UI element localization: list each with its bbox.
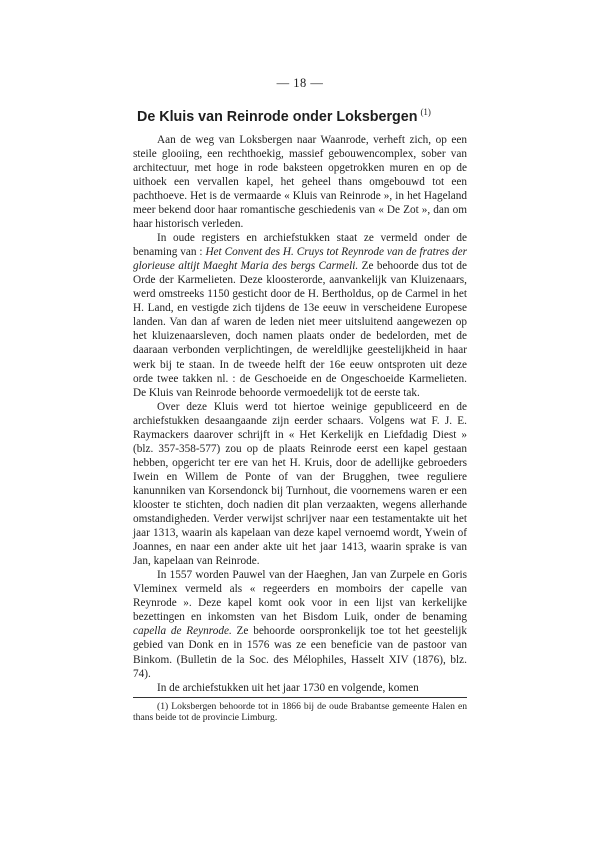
- paragraph-2-rest: Ze behoorde dus tot de Orde der Karmelieten. Deze kloosterorde, aanvankelijk van Kluizenaars, werd omstreeks 1150 gesticht door de H. Bertholdus, op de Carmel in het H. Land, en vestigde zich tijdens de 13e eeuw in verscheidene Europese landen. Van dan af waren de leden niet meer uitsluitend aangewezen op het kluizenaarsleven, doch namen plaats onder de bedelorden, met de daaraan verbonden verplichtingen, de wereldlijke geestelijkheid in haar werk bij te staan. In de tweede helft der 16e eeuw ontsproten uit deze orde twee takken nl. : de Geschoeide en de Ongeschoeide Karmelieten. De Kluis van Reinrode behoorde vermoedelijk tot de eerste tak.: [133, 260, 467, 399]
- page-number: — 18 —: [276, 76, 324, 90]
- article-body: [133, 133, 467, 695]
- page-title: [137, 107, 467, 125]
- paragraph-4-italic-name: capella de Reynrode.: [133, 625, 232, 638]
- paragraph-2-italic-name: Het Convent des H. Cruys tot Reynrode van de fratres der glorieuse altijt Maeght Maria des bergs Carmeli.: [133, 246, 467, 273]
- paragraph-3: [133, 400, 467, 569]
- paragraph-1: [133, 133, 467, 231]
- footnote-divider: [133, 697, 467, 698]
- title-text: De Kluis van Reinrode onder Loksbergen: [137, 108, 418, 125]
- paragraph-5-text: In de archiefstukken uit het jaar 1730 en volgende, komen: [157, 681, 419, 694]
- paragraph-1-text: Aan de weg van Loksbergen naar Waanrode, verheft zich, op een steile glooiing, een rechthoekig, massief gebouwencomplex, sober van architectuur, met hoge in rode baksteen opgetrokken muren en op de uithoek een vervallen kapel, het geheel thans omgebouwd tot een pachthoeve. Het is de vermaarde « Kluis van Reinrode », in het Hageland meer bekend door haar romantische geschiedenis van « De Zot », dan om haar historisch verleden.: [133, 133, 467, 231]
- paragraph-2: [133, 231, 467, 400]
- footnote: (1) Loksbergen behoorde tot in 1866 bij de oude Brabantse gemeente Halen en thans beide tot de provincie Limburg.: [133, 700, 467, 724]
- paragraph-5: [133, 681, 467, 695]
- title-footnote-ref: (1): [420, 107, 431, 117]
- paragraph-2-intro: In oude registers en archiefstukken staat ze vermeld onder de benaming van :: [133, 232, 467, 259]
- paragraph-4: [133, 568, 467, 680]
- paragraph-3-text: Over deze Kluis werd tot hiertoe weinige gepubliceerd en de archiefstukken desaangaande zijn eerder schaars. Volgens wat F. J. E. Raymackers daarover schrijft in « Het Kerkelijk en Liefdadig Diest » (blz. 357-358-577) zou op de plaats Reinrode eerst een kapel gestaan hebben, opgericht ter ere van het H. Kruis, door de adellijke gebroeders Iwein en Willem de Ponte of van der Brugghen, twee reguliere kanunniken van Korsendonck bij Turnhout, die voornemens waren er een klooster te stichten, doch nadien dit plan verzaakten, wegens allerhande omstandigheden. Verder verwijst schrijver naar een testamentakte uit het jaar 1313, waarin als kapelaan van deze kapel vernoemd wordt, Ywein of Joannes, en naar een ander akte uit het jaar 1413, waarin sprake is van Jan, kapelaan van Reinrode.: [133, 400, 467, 568]
- paragraph-4-intro: In 1557 worden Pauwel van der Haeghen, Jan van Zurpele en Goris Vleminex vermeld als « regeerders en momboirs der capelle van Reynrode ». Deze kapel komt ook voor in een lijst van kerkelijke bezettingen en inkomsten van het Bisdom Luik, onder de benaming: [133, 569, 467, 624]
- paragraph-4-rest: Ze behoorde oorspronkelijk toe tot het geestelijk gebied van Donk en in 1576 was ze een beneficie van de pastoor van Binkom. (Bulletin de la Soc. des Mélophiles, Hasselt XIV (1876), blz. 74).: [133, 625, 467, 680]
